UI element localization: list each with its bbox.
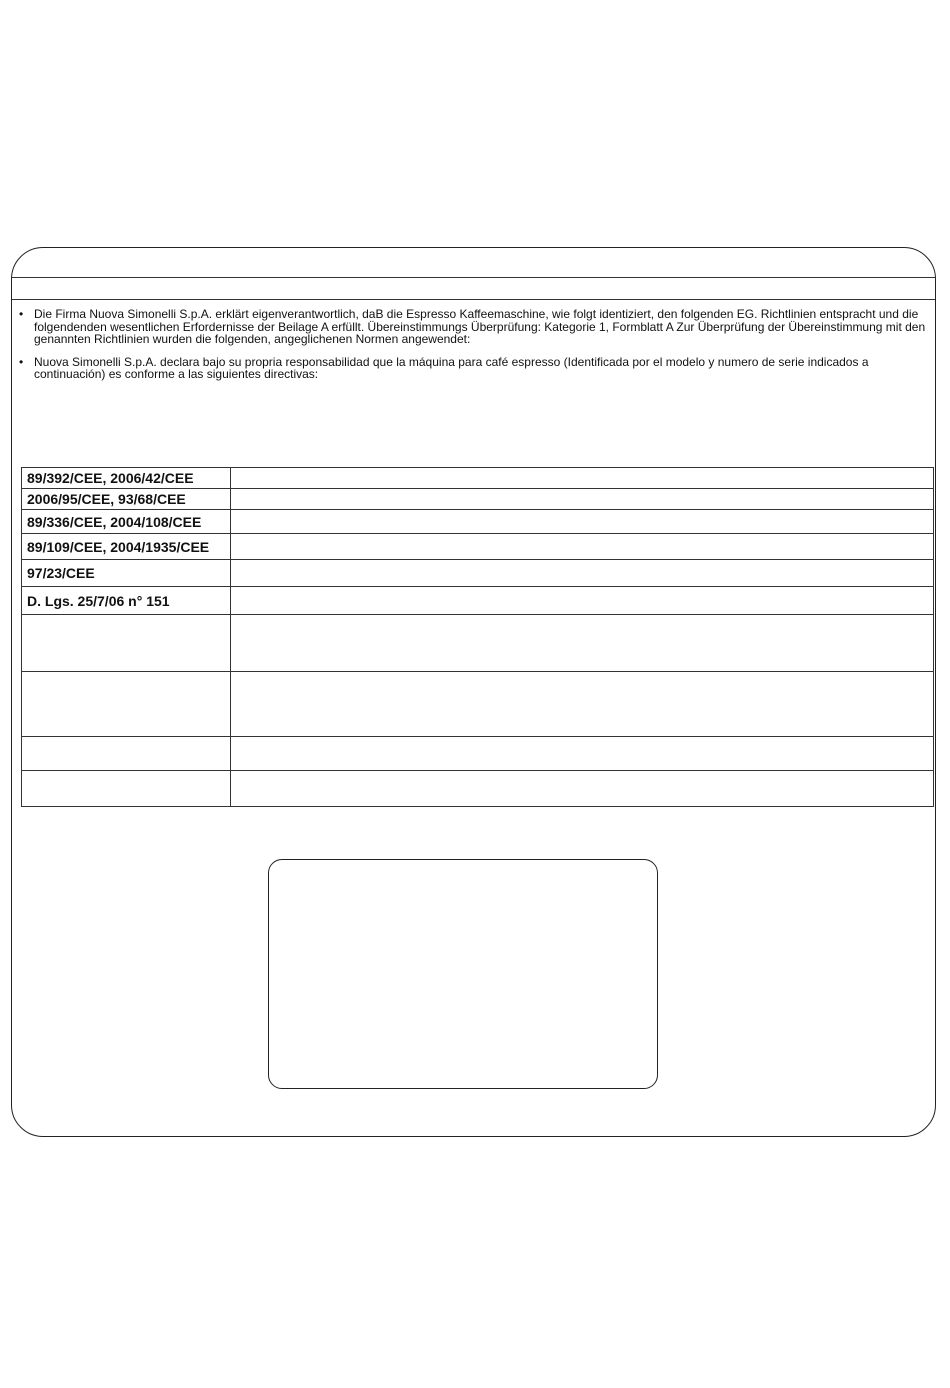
directives-table <box>21 467 934 807</box>
paragraph-text: Die Firma Nuova Simonelli S.p.A. erklärt eigenverantwortlich, daB die Espresso Kaffeemaschine, wie folgt identiziert, den folgenden EG. Richtlinien entspracht und die folgendenden wesentlichen Erfordernisse der Beilage A erfüllt. Übereinstimmungs Überprüfung: Kategorie 1, Formblatt A Zur Überprüfung der Übereinstimmung mit den genannten Richtlinien wurden die folgenden, angeglichenen Normen angewendet: <box>34 307 926 346</box>
table-row <box>22 468 934 489</box>
directive-code: 89/336/CEE, 2004/108/CEE <box>22 510 231 534</box>
directive-description <box>231 615 934 672</box>
table-row <box>22 560 934 587</box>
bullet-icon: • <box>19 354 24 369</box>
declaration-text <box>19 308 934 391</box>
directive-description <box>231 771 934 807</box>
stamp-signature-box <box>268 859 658 1089</box>
directive-description <box>231 489 934 510</box>
directive-code <box>22 615 231 672</box>
table-row <box>22 587 934 615</box>
directive-code: 89/392/CEE, 2006/42/CEE <box>22 468 231 489</box>
table-row <box>22 737 934 771</box>
table-row <box>22 534 934 560</box>
title-divider <box>12 277 935 278</box>
directive-description <box>231 587 934 615</box>
directive-description <box>231 534 934 560</box>
paragraph-text: Nuova Simonelli S.p.A. declara bajo su propria responsabilidad que la máquina para café espresso (Identificada por el modelo y numero de serie indicados a continuación) es conforme a las siguientes directivas: <box>34 354 869 381</box>
table-row <box>22 771 934 807</box>
directive-description <box>231 510 934 534</box>
directive-description <box>231 560 934 587</box>
declaration-frame <box>11 247 936 1137</box>
bullet-icon: • <box>19 307 24 321</box>
table-row <box>22 615 934 672</box>
header-divider <box>12 299 935 300</box>
table-row <box>22 489 934 510</box>
directive-code <box>22 737 231 771</box>
directive-description <box>231 468 934 489</box>
directive-description <box>231 672 934 737</box>
table-row <box>22 510 934 534</box>
directive-code <box>22 771 231 807</box>
directive-code: 2006/95/CEE, 93/68/CEE <box>22 489 231 510</box>
directive-code: 89/109/CEE, 2004/1935/CEE <box>22 534 231 560</box>
directive-code <box>22 672 231 737</box>
declaration-paragraph-de <box>19 308 934 346</box>
directive-code: D. Lgs. 25/7/06 n° 151 <box>22 587 231 615</box>
directive-code: 97/23/CEE <box>22 560 231 587</box>
directive-description <box>231 737 934 771</box>
table-row <box>22 672 934 737</box>
declaration-paragraph-es <box>19 356 934 381</box>
